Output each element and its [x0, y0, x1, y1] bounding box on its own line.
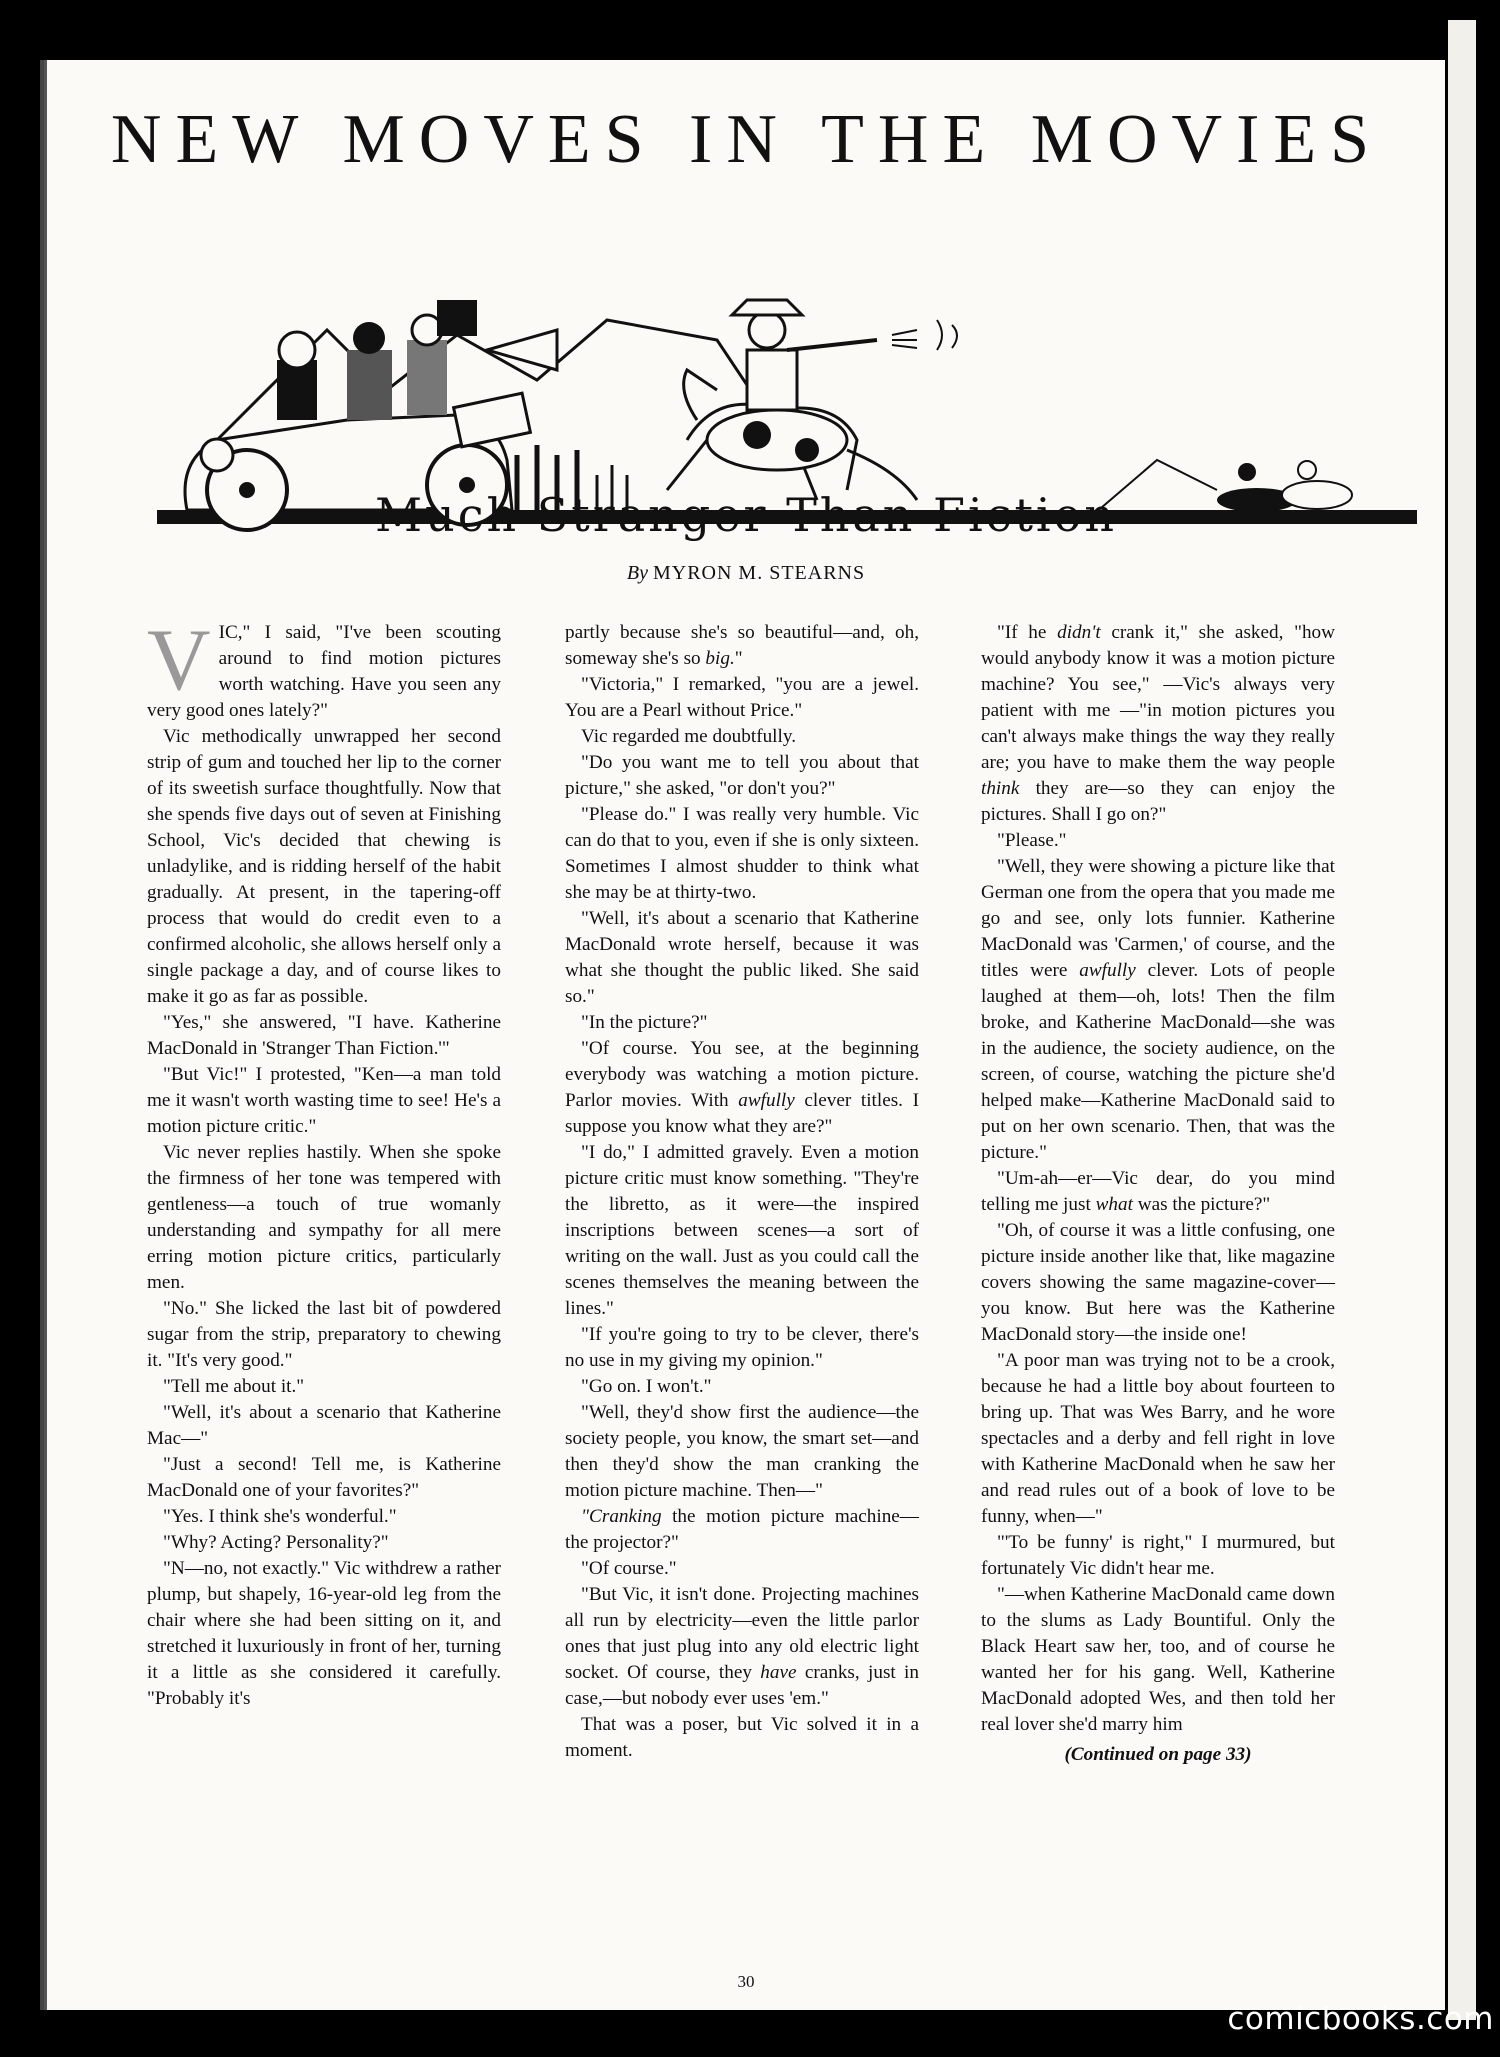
page-number: 30	[737, 1972, 755, 1991]
paragraph: "Well, it's about a scenario that Katherine MacDonald wrote herself, because it was what she thought the public liked. She said so."	[565, 908, 919, 1007]
text-column-2	[565, 620, 919, 1764]
continued-note: (Continued on page 33)	[1064, 1744, 1252, 1765]
paragraph: "Tell me about it."	[163, 1376, 305, 1397]
paragraph: "No." She licked the last bit of powdered sugar from the strip, preparatory to chewing it. "It's very good."	[147, 1298, 501, 1371]
paragraph: "In the picture?"	[581, 1012, 708, 1033]
paragraph: "If he didn't crank it," she asked, "how would anybody know it was a motion picture machine? You see," —Vic's always very patient with me —"in motion pictures you can't always make things the way they really are; you have to make them the way people think they are—so they can enjoy the pictures. Shall I go on?"	[981, 622, 1335, 825]
section-header-title: NEW MOVES IN THE MOVIES	[110, 101, 1384, 178]
paragraph: "But Vic!" I protested, "Ken—a man told me it wasn't worth wasting time to see! He's a motion picture critic."	[147, 1064, 501, 1137]
paragraph: Vic never replies hastily. When she spoke the firmness of her tone was tempered with gentleness—a touch of true womanly understanding and sympathy for all mere erring motion picture critics, particularly men.	[147, 1142, 501, 1293]
paragraph: That was a poser, but Vic solved it in a moment.	[565, 1714, 919, 1761]
paragraph: "Why? Acting? Personality?"	[163, 1532, 389, 1553]
paragraph: "I do," I admitted gravely. Even a motion picture critic must know something. "They're the libretto, as it were—the inspired inscriptions between scenes—a sort of writing on the wall. Just as you could call the scenes themselves the meaning between the lines."	[565, 1142, 919, 1319]
paragraph: "Do you want me to tell you about that picture," she asked, "or don't you?"	[565, 752, 919, 799]
text-column-3	[981, 620, 1335, 1768]
magazine-page	[44, 60, 1445, 2010]
paragraph: Vic methodically unwrapped her second strip of gum and touched her lip to the corner of its sweetish surface thoughtfully. Now that she spends five days out of seven at Finishing School, Vic's decided that chewing is unladylike, and is ridding herself of the habit gradually. At present, in the tapering-off process that would do credit even to a confirmed alcoholic, she allows herself only a single package a day, and of course likes to make it go as far as possible.	[147, 726, 501, 1007]
paragraph: "Well, they were showing a picture like that German one from the opera that you made me go and see, only lots funnier. Katherine MacDonald was 'Carmen,' of course, and the titles were awfully clever. Lots of people laughed at them—oh, lots! Then the film broke, and Katherine MacDonald—she was in the audience, the society audience, on the screen, of course, watching the picture she'd helped make—Katherine MacDonald said to put on her own scenario. Then, that was the picture."	[981, 856, 1335, 1163]
paragraph: "Just a second! Tell me, is Katherine MacDonald one of your favorites?"	[147, 1454, 501, 1501]
paragraph: "Yes. I think she's wonderful."	[163, 1506, 397, 1527]
text-column-1	[147, 612, 501, 1712]
site-watermark: comicbooks.com	[1227, 2001, 1494, 2037]
byline	[47, 562, 1445, 585]
article-title: Much Stranger Than Fiction	[375, 488, 1117, 542]
paragraph: "Oh, of course it was a little confusing, one picture inside another like that, like magazine covers showing the same magazine-cover—you know. But here was the Katherine MacDonald story—the inside one!	[981, 1220, 1335, 1345]
next-page-edge	[1448, 20, 1476, 2020]
paragraph: "N—no, not exactly." Vic withdrew a rather plump, but shapely, 16-year-old leg from the chair where she had been sitting on it, and stretched it luxuriously in front of her, turning it a little as she considered it carefully. "Probably it's	[147, 1558, 501, 1709]
cowboy-on-horse-drawing	[667, 300, 957, 500]
paragraph: "Please do." I was really very humble. Vic can do that to you, even if she is only sixteen. Sometimes I almost shudder to think what she may be at thirty-two.	[565, 804, 919, 903]
paragraph: partly because she's so beautiful—and, oh, someway she's so big."	[565, 622, 919, 669]
paragraph: Vic regarded me doubtfully.	[581, 726, 796, 747]
paragraph: "Of course. You see, at the beginning everybody was watching a motion picture. Parlor movies. With awfully clever titles. I suppose you know what they are?"	[565, 1038, 919, 1137]
paragraph: "Well, it's about a scenario that Katherine Mac—"	[147, 1402, 501, 1449]
paragraph: "Um-ah—er—Vic dear, do you mind telling me just what was the picture?"	[981, 1168, 1335, 1215]
paragraph	[147, 612, 501, 724]
paragraph: "Well, they'd show first the audience—the society people, you know, the smart set—and then they'd show the man cranking the motion picture machine. Then—"	[565, 1402, 919, 1501]
paragraph-text: IC," I said, "I've been scouting around to find motion pictures worth watching. Have you seen any very good ones lately?"	[147, 622, 501, 721]
paragraph: "Go on. I won't."	[581, 1376, 712, 1397]
paragraph: "Cranking the motion picture machine—the projector?"	[565, 1506, 919, 1553]
paragraph: "Of course."	[581, 1558, 677, 1579]
paragraph: "Yes," she answered, "I have. Katherine MacDonald in 'Stranger Than Fiction.'"	[147, 1012, 501, 1059]
paragraph: "'To be funny' is right," I murmured, but fortunately Vic didn't hear me.	[981, 1532, 1335, 1579]
byline-by: By	[626, 562, 648, 584]
byline-author: MYRON M. STEARNS	[652, 562, 866, 584]
paragraph: "If you're going to try to be clever, there's no use in my giving my opinion."	[565, 1324, 919, 1371]
paragraph: "A poor man was trying not to be a crook, because he had a little boy about fourteen to bring up. That was Wes Barry, and he wore spectacles and a derby and fell right in love with Katherine MacDonald when he saw her and read rules out of a book of love to be funny, when—"	[981, 1350, 1335, 1527]
paragraph: "But Vic, it isn't done. Projecting machines all run by electricity—even the little parlor ones that just plug into any old electric light socket. Of course, they have cranks, just in case,—but nobody ever uses 'em."	[565, 1584, 919, 1709]
paragraph: "—when Katherine MacDonald came down to the slums as Lady Bountiful. Only the Black Heart saw her, too, and of course he wanted her for his gang. Well, Katherine MacDonald adopted Wes, and then told her real lover she'd marry him	[981, 1584, 1335, 1735]
paragraph: "Please."	[997, 830, 1067, 851]
drop-cap: V	[147, 612, 211, 709]
paragraph: "Victoria," I remarked, "you are a jewel. You are a Pearl without Price."	[565, 674, 919, 721]
